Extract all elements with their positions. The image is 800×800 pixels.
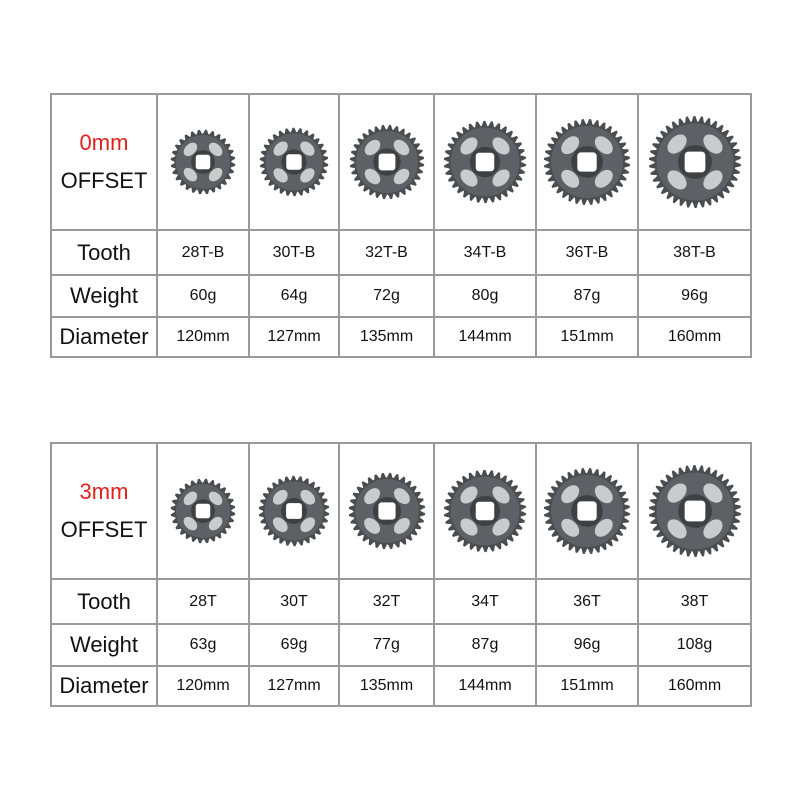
- chainring-28t-icon: [170, 478, 236, 544]
- weight-value: 96g: [536, 624, 638, 666]
- weight-row: [51, 624, 751, 666]
- chainring-cell: [157, 443, 249, 579]
- chainring-cell: [249, 94, 339, 230]
- diameter-value: 120mm: [157, 666, 249, 706]
- chainring-cell: [638, 443, 751, 579]
- row-label-diameter: Diameter: [51, 317, 157, 357]
- diameter-value: 135mm: [339, 317, 434, 357]
- offset-label: OFFSET: [60, 168, 148, 193]
- diameter-value: 135mm: [339, 666, 434, 706]
- chainring-30t-icon: [259, 127, 329, 197]
- spec-table-0mm: [50, 93, 752, 358]
- row-label-tooth: Tooth: [51, 230, 157, 275]
- diameter-value: 120mm: [157, 317, 249, 357]
- chainring-28t-icon: [170, 129, 236, 195]
- weight-value: 96g: [638, 275, 751, 317]
- weight-value: 60g: [157, 275, 249, 317]
- chainring-36t-icon: [543, 118, 631, 206]
- weight-row: [51, 275, 751, 317]
- chainring-cell: [434, 94, 536, 230]
- diameter-value: 151mm: [536, 666, 638, 706]
- chainring-36t-icon: [543, 467, 631, 555]
- image-row: [51, 94, 751, 230]
- diameter-value: 160mm: [638, 317, 751, 357]
- tooth-value: 28T: [157, 579, 249, 624]
- offset-value: 3mm: [79, 479, 129, 504]
- tooth-value: 36T: [536, 579, 638, 624]
- chainring-cell: [536, 94, 638, 230]
- tooth-value: 30T-B: [249, 230, 339, 275]
- weight-value: 108g: [638, 624, 751, 666]
- row-label-tooth: Tooth: [51, 579, 157, 624]
- diameter-row: [51, 666, 751, 706]
- weight-value: 64g: [249, 275, 339, 317]
- chainring-34t-icon: [443, 469, 527, 553]
- weight-value: 63g: [157, 624, 249, 666]
- chainring-cell: [157, 94, 249, 230]
- tooth-value: 36T-B: [536, 230, 638, 275]
- chainring-30t-icon: [258, 475, 330, 547]
- chainring-32t-icon: [348, 472, 426, 550]
- chainring-32t-icon: [349, 124, 425, 200]
- chainring-38t-icon: [648, 464, 742, 558]
- tooth-value: 28T-B: [157, 230, 249, 275]
- diameter-value: 127mm: [249, 317, 339, 357]
- chainring-38t-icon: [648, 115, 742, 209]
- offset-label: OFFSET: [60, 517, 148, 542]
- weight-value: 80g: [434, 275, 536, 317]
- tooth-value: 32T: [339, 579, 434, 624]
- tooth-value: 34T: [434, 579, 536, 624]
- chainring-cell: [339, 94, 434, 230]
- tooth-row: [51, 579, 751, 624]
- diameter-value: 151mm: [536, 317, 638, 357]
- diameter-value: 144mm: [434, 317, 536, 357]
- weight-value: 87g: [434, 624, 536, 666]
- weight-value: 69g: [249, 624, 339, 666]
- tooth-row: [51, 230, 751, 275]
- row-label-diameter: Diameter: [51, 666, 157, 706]
- weight-value: 72g: [339, 275, 434, 317]
- diameter-value: 127mm: [249, 666, 339, 706]
- tooth-value: 38T: [638, 579, 751, 624]
- chainring-cell: [536, 443, 638, 579]
- chainring-cell: [249, 443, 339, 579]
- chainring-cell: [638, 94, 751, 230]
- tooth-value: 34T-B: [434, 230, 536, 275]
- offset-value: 0mm: [79, 130, 129, 155]
- tooth-value: 38T-B: [638, 230, 751, 275]
- chainring-cell: [434, 443, 536, 579]
- diameter-row: [51, 317, 751, 357]
- chainring-cell: [339, 443, 434, 579]
- spec-table-3mm: [50, 442, 752, 707]
- image-row: [51, 443, 751, 579]
- row-label-weight: Weight: [51, 624, 157, 666]
- tooth-value: 30T: [249, 579, 339, 624]
- tooth-value: 32T-B: [339, 230, 434, 275]
- weight-value: 77g: [339, 624, 434, 666]
- offset-header: [51, 443, 157, 579]
- offset-header: [51, 94, 157, 230]
- chainring-34t-icon: [443, 120, 527, 204]
- diameter-value: 144mm: [434, 666, 536, 706]
- weight-value: 87g: [536, 275, 638, 317]
- row-label-weight: Weight: [51, 275, 157, 317]
- diameter-value: 160mm: [638, 666, 751, 706]
